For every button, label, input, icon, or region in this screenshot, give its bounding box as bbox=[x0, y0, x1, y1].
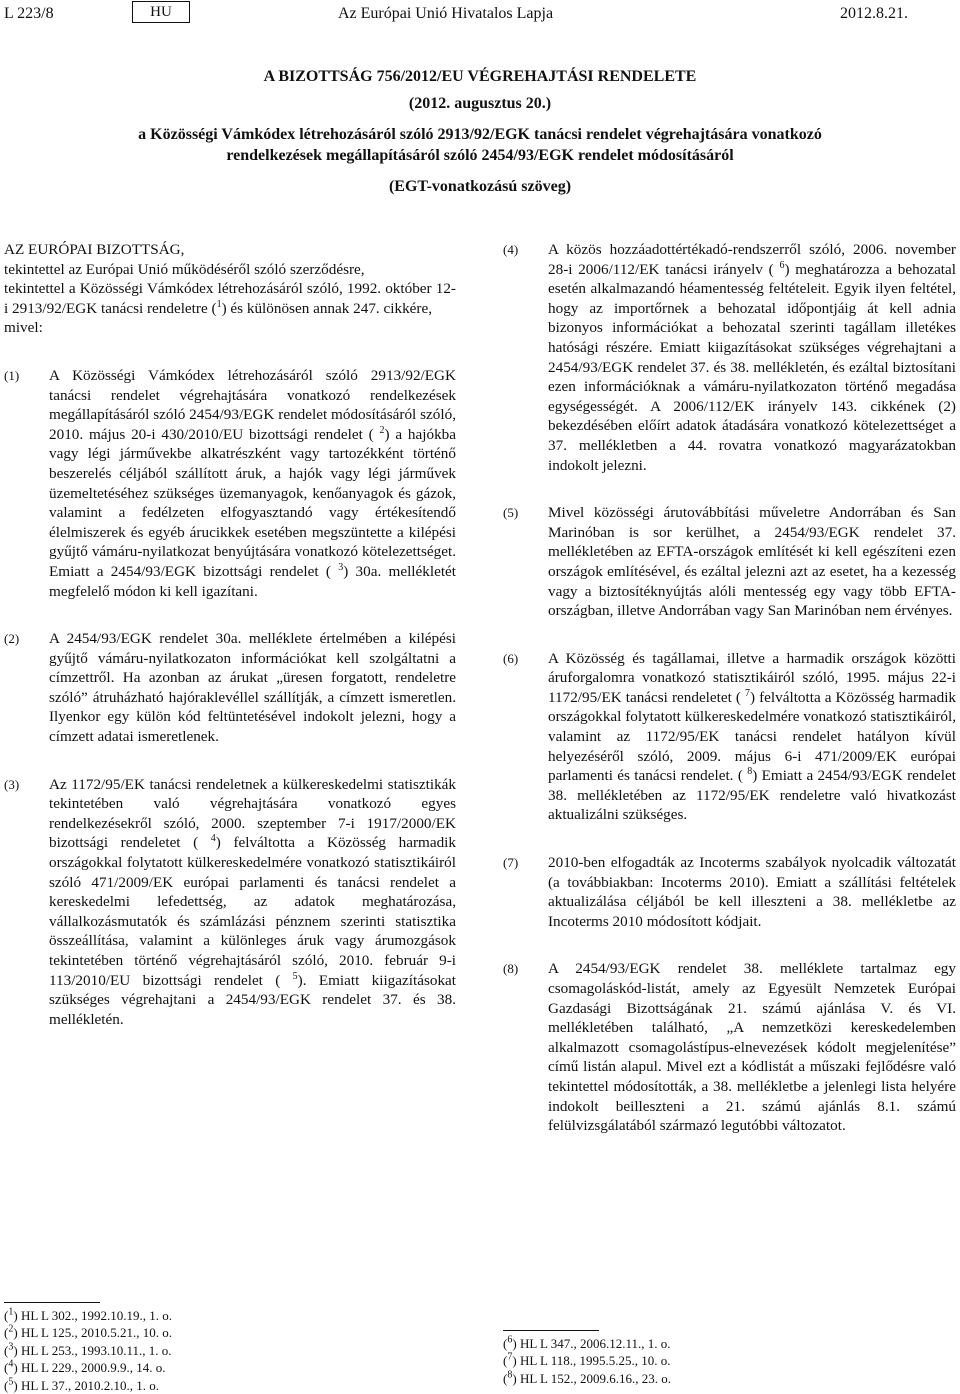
footnote-item: ($^6$) HL L 347., 2006.12.11., 1. o. bbox=[503, 1334, 671, 1351]
regulation-subject-line-2: rendelkezések megállapításáról szóló 2454/93/EGK rendelet módosításáról bbox=[226, 147, 734, 164]
recital-number: (5) bbox=[503, 505, 519, 521]
journal-title: Az Európai Unió Hivatalos Lapja bbox=[338, 5, 554, 22]
footnote-ref[interactable]: 5 bbox=[292, 970, 298, 982]
footnote-item: ($^8$) HL L 152., 2009.6.16., 23. o. bbox=[503, 1369, 671, 1386]
whereas-line: mivel: bbox=[4, 319, 43, 337]
recital-text-part: A 2454/93/EGK rendelet 30a. melléklete értelmében a kilépési gyűjtő vámáru-nyilatkozaton információkat kell szolgáltatni a címzettről. Ha azonban az árukat „üresen forgatott, rendeletre szóló” átruházható hajóraklevéllel szállítják, a címzett ismeretlen. Ilyenkor egy külön kód feltüntetésével indokolt jelezni, hogy a címzett adatai ismeretlenek. bbox=[49, 630, 456, 746]
footnote-ref[interactable]: 4 bbox=[210, 833, 216, 845]
recital-text-part: A Közösségi Vámkódex létrehozásáról szóló 2913/92/EGK tanácsi rendelet végrehajtására vonatkozó rendelkezések megállapításáról szóló 2454/93/EGK rendelet módosításáról szóló, 2010. május 20-i 430/2010/EU bizottsági rendelet ( bbox=[49, 366, 456, 443]
eea-relevance: (EGT-vonatkozású szöveg) bbox=[388, 178, 572, 195]
footnote-number: 7 bbox=[507, 1352, 513, 1364]
footnote-text: HL L 229., 2000.9.9., 14. o. bbox=[20, 1360, 166, 1376]
recital-text bbox=[548, 649, 956, 825]
footnote-ref[interactable]: 7 bbox=[745, 687, 751, 699]
recital-text bbox=[49, 775, 456, 1030]
footnote-ref[interactable]: 2 bbox=[379, 424, 385, 436]
footnote-number: 2 bbox=[8, 1324, 14, 1336]
footnote-item: ($^5$) HL L 37., 2010.2.10., 1. o. bbox=[4, 1376, 159, 1393]
footnote-ref[interactable]: 1 bbox=[216, 298, 222, 310]
recital-number: (7) bbox=[503, 855, 519, 871]
recital-text-part: ) felváltotta a Közösség harmadik országokkal folytatott külkereskedelmére vonatkozó statisztikáiról, valamint az 1172/95/EK tanácsi rendelet hatályon kívül helyezéséről szóló, 2009. május 6-i 471/2009/EK európai parlamenti és tanácsi rendelet. ( bbox=[548, 688, 957, 785]
recital-text-part: Az 1172/95/EK tanácsi rendeletnek a külkereskedelmi statisztikák tekintetében való végrehajtására vonatkozó egyes rendelkezésekről szóló, 2000. szeptember 7-i 1917/2000/EK bizottsági rendeletet ( bbox=[49, 775, 456, 852]
footnote-list bbox=[4, 1307, 456, 1394]
recital-text bbox=[548, 503, 956, 621]
regulation-name: A BIZOTTSÁG 756/2012/EU VÉGREHAJTÁSI RENDELETE bbox=[263, 68, 697, 85]
footnote-ref[interactable]: 3 bbox=[338, 561, 344, 573]
footnote-text: HL L 152., 2009.6.16., 23. o. bbox=[519, 1370, 671, 1386]
recital-number: (2) bbox=[4, 631, 20, 647]
footnote-text: HL L 118., 1995.5.25., 10. o. bbox=[519, 1353, 671, 1369]
recital bbox=[503, 503, 956, 621]
footnote-number: 6 bbox=[507, 1334, 513, 1346]
recital-text-part: A 2454/93/EGK rendelet 38. melléklete tartalmaz egy csomagoláskód-listát, amely az Egyesült Nemzetek Európai Gazdasági Bizottságának 21. számú ajánlása V. és VI. mellékletében található, „A nemzetközi kereskedelemben alkalmazott csomagolástípus-elnevezések kódolt megjelenítése” című listán alapul. Mivel ezt a kódlistát a műszaki fejlődésre való tekintettel módosították, a 38. mellékletbe a jelenlegi lista helyére indokolt beilleszteni a 21. számú ajánlás 8.1. számú felülvizsgálatából származó legutóbbi változatot. bbox=[548, 960, 956, 1135]
right-column bbox=[503, 240, 956, 1136]
footnote-text: HL L 125., 2010.5.21., 10. o. bbox=[20, 1325, 172, 1341]
having-regard-treaty: tekintettel az Európai Unió működéséről szóló szerződésre, bbox=[4, 260, 365, 278]
footnote-item: ($^7$) HL L 118., 1995.5.25., 10. o. bbox=[503, 1352, 671, 1369]
left-column bbox=[4, 240, 456, 1029]
footnote-text: HL L 253., 1993.10.11., 1. o. bbox=[20, 1342, 172, 1358]
recital-text bbox=[49, 629, 456, 747]
recital bbox=[503, 649, 956, 825]
recital-text bbox=[49, 366, 456, 601]
footnote-ref[interactable]: 8 bbox=[747, 766, 753, 778]
regulation-subject-line-1: a Közösségi Vámkódex létrehozásáról szóló 2913/92/EGK tanácsi rendelet végrehajtására vonatkozó bbox=[138, 126, 822, 143]
recital-text-part: ) felváltotta a Közösség harmadik országokkal folytatott külkereskedelmére vonatkozó statisztikáiról szóló 471/2009/EK európai parlamenti és tanácsi rendelet a kereskedelmi lefedettség, az adatok meghatározása, vállalkozásmutatók és számlázási pénznem szerinti statisztika összeállítása, valamint a különleges áruk vagy árumozgások tekintetében történő végrehajtásáról szóló, 2010. február 9-i 113/2010/EU bizottsági rendelet ( bbox=[49, 834, 456, 989]
footnote-number: 8 bbox=[507, 1369, 513, 1381]
footnote-number: 4 bbox=[8, 1358, 14, 1370]
recital-text-part: 2010-ben elfogadták az Incoterms szabályok nyolcadik változatát (a továbbiakban: Incoterms 2010). Emiatt a szállítási feltételek aktualizálása céljából be kell illeszteni a 38. mellékletbe az Incoterms 2010 módosított kódjait. bbox=[548, 854, 956, 930]
recital-text-part: A közös hozzáadottértékadó-rendszerről szóló, 2006. november 28-i 2006/112/EK tanácsi irányelv ( bbox=[548, 241, 956, 278]
footnote-number: 3 bbox=[8, 1341, 14, 1353]
footnote-ref[interactable]: 6 bbox=[779, 259, 785, 271]
recitals-right bbox=[503, 240, 956, 1136]
footnote-item: ($^4$) HL L 229., 2000.9.9., 14. o. bbox=[4, 1358, 166, 1376]
recital-text-part: A Közösség és tagállamai, illetve a harmadik országok közötti áruforgalomra vonatkozó statisztikáiról szóló, 1995. május 22-i 1172/95/EK tanácsi rendeletet ( bbox=[548, 649, 956, 706]
footnote-text: HL L 302., 1992.10.19., 1. o. bbox=[20, 1308, 172, 1323]
footnotes-right bbox=[503, 1330, 956, 1387]
regulation-title bbox=[60, 66, 900, 197]
recital-number: (6) bbox=[503, 650, 519, 666]
publication-date: 2012.8.21. bbox=[840, 5, 908, 22]
recital-text-part: ) 30a. mellékletét megfelelő módon ki kell igazítani. bbox=[49, 562, 457, 600]
recital bbox=[4, 629, 456, 747]
footnote-number: 1 bbox=[8, 1306, 14, 1318]
recital-text-part: ). Emiatt kiigazításokat szükséges végrehajtani a 2454/93/EGK rendelet 37. és 38. mellékletén. bbox=[49, 971, 456, 1028]
recital-number: (4) bbox=[503, 242, 519, 257]
having-regard-regulation: tekintettel a Közösségi Vámkódex létrehozásáról szóló, 1992. október 12-i 2913/92/EGK tanácsi rendeletre ($^1$) és különösen annak 247. cikkére, bbox=[4, 280, 456, 317]
language-badge: HU bbox=[132, 1, 190, 23]
footnote-text: HL L 347., 2006.12.11., 1. o. bbox=[519, 1336, 671, 1351]
recitals-left bbox=[4, 366, 456, 1029]
recital bbox=[503, 959, 956, 1135]
page-reference: L 223/8 bbox=[4, 5, 54, 22]
footnote-text: HL L 37., 2010.2.10., 1. o. bbox=[20, 1377, 159, 1393]
recital-text-part: ) meghatározza a behozatal esetén alkalmazandó héamentesség feltételeit. Egyik ilyen feltétel, hogy az importőrnek a behozatal időpontjáig át kell adnia bizonyos információkat a behozatal szerinti tagállam illetékes hatósági részére. Emiatt kiigazításokat szükséges végrehajtani a 2454/93/EGK rendelet 37. és 38. mellékletén, és ezáltal biztosítani ezen információknak a vámáru-nyilatkozaton történő megadása egységességét. A 2006/112/EK irányelv 143. cikkének (2) bekezdésében előírt adatok átadására vonatkozó kötelezettséget a 37. mellékletben a 44. rovatra vonatkozó magyarázatokban indokolt jelezni. bbox=[548, 260, 956, 474]
footnote-divider bbox=[4, 1302, 100, 1303]
recital bbox=[4, 366, 456, 601]
recital-text bbox=[548, 240, 956, 475]
recital bbox=[503, 853, 956, 931]
footnote-item: ($^2$) HL L 125., 2010.5.21., 10. o. bbox=[4, 1324, 172, 1341]
footnotes-left bbox=[4, 1302, 456, 1394]
recital-text-part: ) Emiatt a 2454/93/EGK rendelet 38. mellékletében az 1172/95/EK rendeletre való hivatkozást aktualizálni szükséges. bbox=[548, 767, 956, 824]
institution-line: AZ EURÓPAI BIZOTTSÁG, bbox=[4, 241, 185, 258]
recital-number: (3) bbox=[4, 776, 20, 792]
recital-number: (1) bbox=[4, 367, 20, 383]
page-header bbox=[0, 0, 960, 30]
regulation-date: (2012. augusztus 20.) bbox=[408, 95, 552, 112]
recital-text bbox=[548, 853, 956, 931]
recital bbox=[4, 775, 456, 1030]
footnote-list bbox=[503, 1335, 956, 1387]
recital-text-part: ) a hajókba vagy légi járművekbe alkatrészként vagy tartozékként történő beszerelés céljából szállított áruk, a hajók vagy légi járművek üzemeltetéséhez szükséges üzemanyagok, kenőanyagok és gázok, valamint a fedélzeten elfogyasztandó vagy értékesítendő élelmiszerek és egyéb árucikkek esetében megszüntette a kilépési gyűjtő vámáru-nyilatkozat benyújtására vonatkozó kötelezettséget. Emiatt a 2454/93/EGK bizottsági rendelet ( bbox=[49, 425, 457, 580]
footnote-item: ($^3$) HL L 253., 1993.10.11., 1. o. bbox=[4, 1341, 172, 1358]
footnote-divider bbox=[503, 1330, 599, 1331]
recital-text-part: Mivel közösségi árutovábbítási műveletre Andorrában és San Marinóban is sor kerülhet, a 2454/93/EGK rendelet 37. mellékletében az EFTA-országok említését ki kell egészíteni ezen országok említésével, és ezáltal jelezni azt az esetet, ha a kezesség vagy a biztosítéknyújtás alóli mentesség egy vagy több EFTA-országban, illetve Andorrában vagy San Marinóban nem érvényes. bbox=[548, 504, 956, 620]
footnote-item: ($^1$) HL L 302., 1992.10.19., 1. o. bbox=[4, 1306, 172, 1323]
footnote-number: 5 bbox=[8, 1376, 14, 1388]
recital bbox=[503, 240, 956, 475]
recital-number: (8) bbox=[503, 961, 519, 977]
recital-text bbox=[548, 959, 956, 1135]
